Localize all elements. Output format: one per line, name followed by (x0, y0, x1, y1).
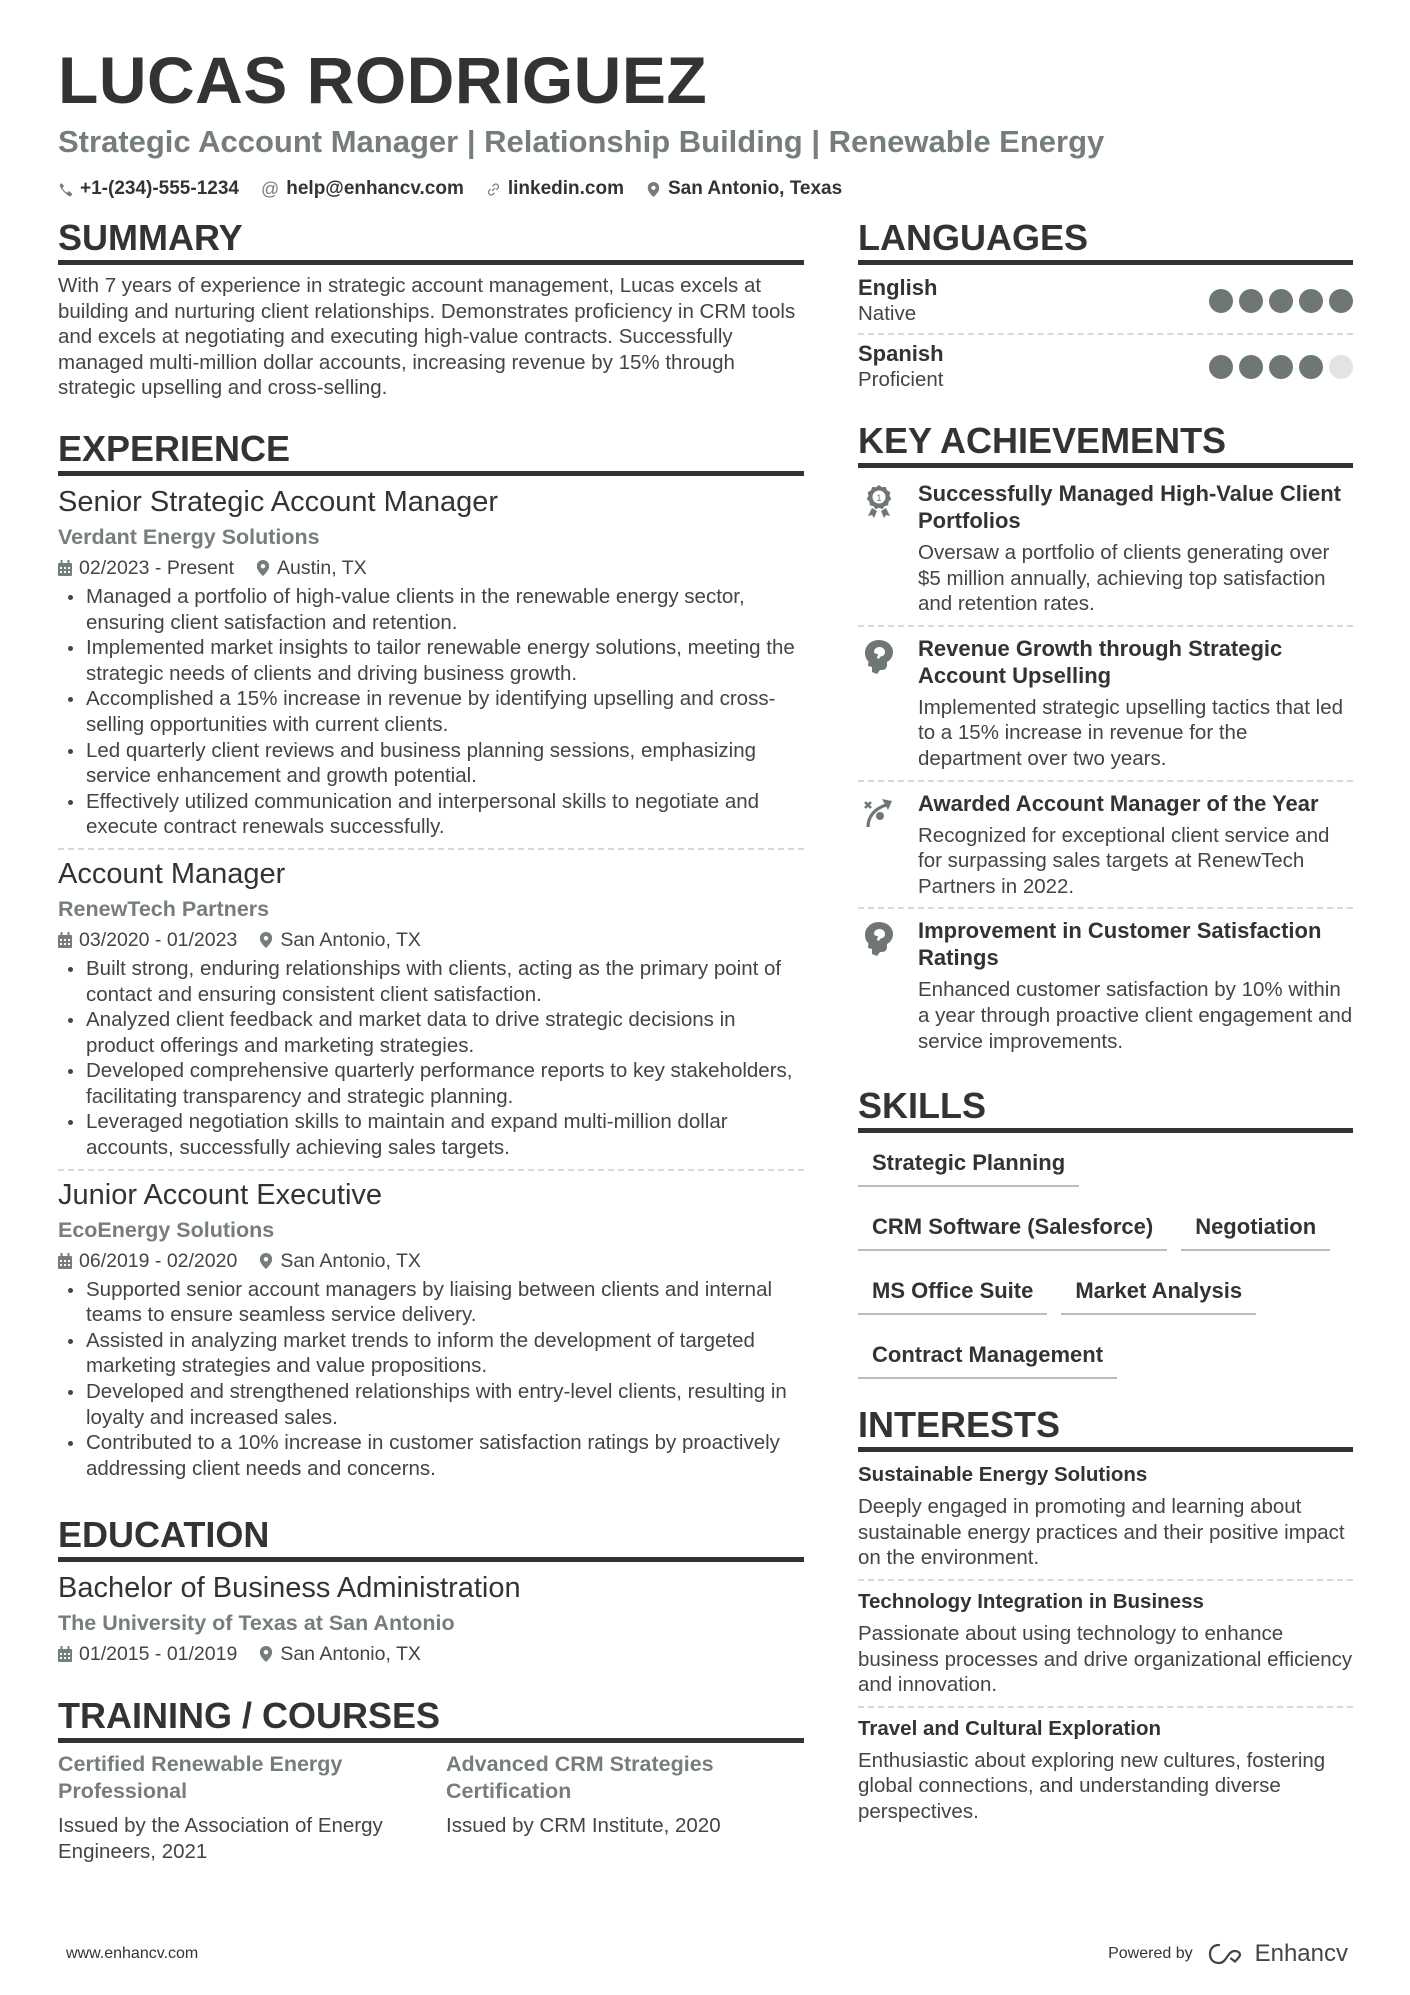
job-bullet: Supported senior account managers by liaising between clients and internal teams to ensure seamless service delivery. (58, 1277, 804, 1328)
achievement-title: Improvement in Customer Satisfaction Ratings (918, 918, 1322, 971)
location-pin-icon (259, 932, 273, 948)
job-entry (58, 1177, 804, 1490)
language-level: Native (858, 302, 917, 325)
achievement-list (858, 476, 1353, 1062)
company-name: EcoEnergy Solutions (58, 1217, 275, 1242)
job-title: Account Manager (58, 857, 286, 890)
rating-dot (1269, 355, 1293, 379)
job-entry (58, 856, 804, 1171)
candidate-name: LUCAS RODRIGUEZ (58, 43, 708, 117)
skill-tag: Negotiation (1181, 1205, 1330, 1251)
skill-tag: Market Analysis (1061, 1269, 1256, 1315)
achievement-title: Awarded Account Manager of the Year (918, 790, 1319, 816)
achievement-item (858, 625, 1353, 780)
company-name: RenewTech Partners (58, 896, 270, 921)
achievement-desc: Recognized for exceptional client service and for surpassing sales targets at RenewTech Partners in 2022. (918, 823, 1330, 898)
achievement-title: Successfully Managed High-Value Client Portfolios (918, 481, 1341, 533)
language-rating (1209, 355, 1353, 379)
job-bullet: Accomplished a 15% increase in revenue by identifying upselling and cross-selling opportunities with current clients. (58, 686, 804, 737)
calendar-icon (58, 560, 72, 576)
head-brain-icon (863, 921, 895, 957)
location-text: San Antonio, Texas (668, 178, 843, 199)
training-item (58, 1751, 416, 1864)
interest-item (858, 1706, 1353, 1833)
left-column (58, 216, 804, 1865)
achievement-desc: Implemented strategic upselling tactics that led to a 15% increase in revenue for the department over two years. (918, 695, 1344, 770)
section-title-interests: INTERESTS (858, 1403, 1353, 1452)
job-dates: 02/2023 - Present (79, 556, 235, 579)
page-footer (66, 1940, 1348, 1968)
interest-item (858, 1460, 1353, 1579)
languages-section (858, 216, 1353, 399)
language-name: English (858, 275, 938, 300)
section-title-achievements: KEY ACHIEVEMENTS (858, 419, 1353, 468)
rating-dot (1209, 355, 1233, 379)
contact-bar (58, 176, 1358, 202)
training-desc: Issued by CRM Institute, 2020 (446, 1814, 721, 1838)
location-pin-icon (259, 1646, 273, 1662)
summary-text: With 7 years of experience in strategic account management, Lucas excels at building and nurturing client relationships. Demonstrates proficiency in CRM tools and excels at negotiating and executing high-value contracts. Successfully managed multi-million dollar accounts, increasing revenue by 15% through strategic upselling and cross-selling. (58, 274, 796, 400)
job-bullets (58, 584, 804, 840)
interest-desc: Passionate about using technology to enhance business processes and drive organizational efficiency and innovation. (858, 1621, 1353, 1697)
language-list (858, 273, 1353, 399)
job-location: San Antonio, TX (280, 928, 421, 951)
rating-dot (1329, 355, 1353, 379)
rating-dot (1239, 355, 1263, 379)
achievements-section (858, 419, 1353, 1062)
head-brain-icon (863, 639, 895, 675)
brand-text: Enhancv (1254, 1940, 1348, 1967)
interests-section (858, 1403, 1353, 1832)
job-dates: 03/2020 - 01/2023 (79, 928, 238, 951)
job-bullet: Developed comprehensive quarterly performance reports to key stakeholders, facilitating transparency and strategic planning. (58, 1058, 804, 1109)
training-title: Advanced CRM Strategies Certification (446, 1752, 714, 1804)
job-bullet: Built strong, enduring relationships with clients, acting as the primary point of contact and ensuring consistent client satisfaction. (58, 956, 804, 1007)
powered-by-label: Powered by (1108, 1945, 1193, 1962)
award-ribbon-icon (863, 484, 895, 520)
language-level: Proficient (858, 368, 944, 391)
language-name: Spanish (858, 341, 944, 366)
achievement-item (858, 476, 1353, 625)
strategy-arrow-icon (863, 794, 895, 830)
achievement-title: Revenue Growth through Strategic Account Upselling (918, 635, 1283, 688)
training-desc: Issued by the Association of Energy Engineers, 2021 (58, 1814, 383, 1863)
job-bullets (58, 1277, 804, 1482)
contact-phone[interactable] (58, 176, 239, 202)
job-meta (58, 554, 804, 582)
section-title-experience: EXPERIENCE (58, 427, 804, 476)
job-meta (58, 1247, 804, 1275)
interest-desc: Enthusiastic about exploring new cultures, fostering global connections, and understanding diverse perspectives. (858, 1748, 1326, 1823)
language-rating (1209, 289, 1353, 313)
job-title: Senior Strategic Account Manager (58, 485, 499, 518)
job-bullets (58, 956, 804, 1161)
rating-dot (1239, 289, 1263, 313)
skill-tag: Strategic Planning (858, 1141, 1079, 1187)
education-location: San Antonio, TX (280, 1643, 421, 1666)
education-section (58, 1513, 804, 1668)
achievement-item (858, 907, 1353, 1062)
language-item (858, 273, 1353, 333)
achievement-item (858, 780, 1353, 908)
link-icon (486, 182, 501, 197)
training-section (58, 1694, 804, 1864)
experience-section (58, 427, 804, 1489)
job-bullet: Effectively utilized communication and interpersonal skills to negotiate and execute contract renewals successfully. (58, 789, 804, 840)
location-pin-icon (646, 182, 661, 197)
enhancv-logo[interactable] (1207, 1940, 1348, 1968)
job-bullet: Assisted in analyzing market trends to inform the development of targeted marketing strategies and value propositions. (58, 1328, 804, 1379)
contact-email[interactable] (261, 176, 464, 202)
calendar-icon (58, 932, 72, 948)
summary-section (58, 216, 804, 401)
right-column (858, 216, 1353, 1832)
job-list (58, 484, 804, 1489)
training-list (58, 1751, 804, 1864)
training-title: Certified Renewable Energy Professional (58, 1752, 343, 1804)
rating-dot (1329, 289, 1353, 313)
achievement-desc: Oversaw a portfolio of clients generating over $5 million annually, achieving top satisfaction and retention rates. (918, 541, 1330, 616)
powered-by (1108, 1940, 1348, 1968)
location-pin-icon (256, 560, 270, 576)
interest-list (858, 1460, 1353, 1832)
interest-title: Technology Integration in Business (858, 1589, 1204, 1613)
rating-dot (1299, 355, 1323, 379)
contact-location (646, 176, 842, 202)
degree-title: Bachelor of Business Administration (58, 1572, 521, 1605)
email-text: help@enhancv.com (286, 178, 464, 199)
training-item (446, 1751, 804, 1864)
section-title-education: EDUCATION (58, 1513, 804, 1562)
job-bullet: Leveraged negotiation skills to maintain and expand multi-million dollar accounts, successfully achieving sales targets. (58, 1109, 804, 1160)
section-title-summary: SUMMARY (58, 216, 804, 265)
skill-list (858, 1141, 1353, 1397)
company-name: Verdant Energy Solutions (58, 524, 320, 549)
job-bullet: Analyzed client feedback and market data to drive strategic decisions in product offerings and marketing strategies. (58, 1007, 804, 1058)
job-entry (58, 484, 804, 850)
school-name: The University of Texas at San Antonio (58, 1611, 455, 1636)
interest-item (858, 1579, 1353, 1706)
job-bullet: Developed and strengthened relationships with entry-level clients, resulting in loyalty and increased sales. (58, 1379, 804, 1430)
job-bullet: Contributed to a 10% increase in customer satisfaction ratings by proactively addressing client needs and concerns. (58, 1430, 804, 1481)
rating-dot (1269, 289, 1293, 313)
interest-title: Sustainable Energy Solutions (858, 1463, 1148, 1487)
footer-url-link[interactable]: www.enhancv.com (66, 1945, 199, 1962)
calendar-icon (58, 1646, 72, 1662)
skills-section (858, 1084, 1353, 1397)
job-bullet: Managed a portfolio of high-value clients in the renewable energy sector, ensuring client satisfaction and retention. (58, 584, 804, 635)
education-meta (58, 1640, 804, 1668)
skill-tag: CRM Software (Salesforce) (858, 1205, 1167, 1251)
resume-header (58, 44, 1358, 202)
skill-tag: MS Office Suite (858, 1269, 1047, 1315)
location-pin-icon (259, 1253, 273, 1269)
job-bullet: Implemented market insights to tailor renewable energy solutions, meeting the strategic needs of clients and driving business growth. (58, 635, 804, 686)
rating-dot (1299, 289, 1323, 313)
enhancv-logo-icon (1207, 1942, 1247, 1966)
job-dates: 06/2019 - 02/2020 (79, 1249, 238, 1272)
job-location: Austin, TX (277, 556, 367, 579)
education-dates: 01/2015 - 01/2019 (79, 1643, 238, 1666)
job-title: Junior Account Executive (58, 1178, 383, 1211)
linkedin-text: linkedin.com (507, 178, 624, 199)
achievement-desc: Enhanced customer satisfaction by 10% within a year through proactive client engagement and service improvements. (918, 978, 1353, 1053)
calendar-icon (58, 1253, 72, 1269)
at-icon: @ (260, 179, 280, 199)
candidate-headline: Strategic Account Manager | Relationship Building | Renewable Energy (58, 124, 1105, 159)
language-item (858, 333, 1353, 399)
contact-linkedin[interactable] (486, 176, 624, 202)
phone-icon (58, 182, 73, 197)
section-title-training: TRAINING / COURSES (58, 1694, 804, 1743)
section-title-languages: LANGUAGES (858, 216, 1353, 265)
phone-text: +1-(234)-555-1234 (80, 178, 239, 199)
rating-dot (1209, 289, 1233, 313)
interest-desc: Deeply engaged in promoting and learning about sustainable energy practices and their positive impact on the environment. (858, 1495, 1345, 1570)
job-location: San Antonio, TX (280, 1249, 421, 1272)
interest-title: Travel and Cultural Exploration (858, 1716, 1162, 1740)
job-bullet: Led quarterly client reviews and business planning sessions, emphasizing service enhancement and growth potential. (58, 738, 804, 789)
job-meta (58, 926, 804, 954)
section-title-skills: SKILLS (858, 1084, 1353, 1133)
skill-tag: Contract Management (858, 1333, 1117, 1379)
